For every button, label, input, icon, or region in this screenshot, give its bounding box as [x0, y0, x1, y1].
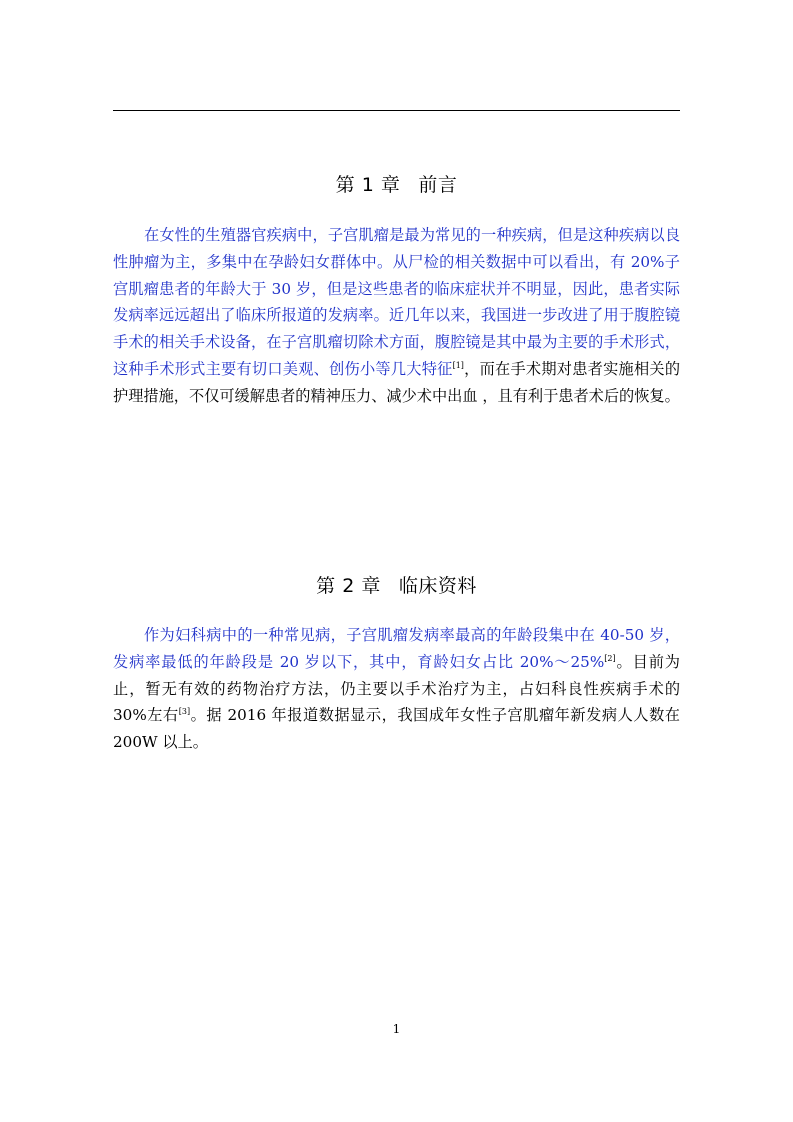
chapter-1-text-main: 在女性的生殖器官疾病中，子宫肌瘤是最为常见的一种疾病，但是这种疾病以良性肿瘤为主，多集中在孕龄妇女群体中。从尸检的相关数据中可以看出，有 20%子宫肌瘤患者的年龄大于 30 岁，但是这些患者的临床症状并不明显，因此，患者实际发病率远远超出了临床所报道的发病率。近几年以来，我国进一步改进了用于腹腔镜手术的相关手术设备，在子宫肌瘤切除术方面，腹腔镜是其中最为主要的手术形式，这种手术形式主要有切口美观、创伤小等几大特征 — [113, 226, 680, 378]
chapter-2-text-end: 。据 2016 年报道数据显示，我国成年女性子宫肌瘤年新发病人人数在 200W 以上。 — [113, 706, 680, 752]
citation-1: [1] — [452, 360, 464, 370]
chapter-2-text-main: 作为妇科病中的一种常见病，子宫肌瘤发病率最高的年龄段集中在 40-50 岁，发病率最低的年龄段是 20 岁以下，其中，育龄妇女占比 20%～25% — [113, 626, 680, 671]
chapter-2-title: 临床资料 — [398, 575, 477, 597]
citation-2: [2] — [604, 653, 616, 663]
chapter-1-title: 前言 — [418, 174, 458, 196]
chapter-2-text-middle: 。目前为止，暂无有效的药物治疗方法，仍主要以手术治疗为主，占妇科良性疾病手术的 30%左右 — [113, 652, 680, 725]
chapter-1-paragraph — [113, 222, 680, 410]
chapter-1-text-end: ，而在手术期对患者实施相关的护理措施，不仅可缓解患者的精神压力、减少术中出血 ，且有利于患者术后的恢复。 — [113, 359, 681, 405]
chapter-1-number: 第 1 章 — [335, 174, 401, 196]
chapter-2-number: 第 2 章 — [316, 575, 381, 597]
chapter-1-heading — [113, 170, 680, 197]
chapter-2-paragraph — [113, 622, 680, 756]
page-number: 1 — [392, 1022, 401, 1036]
citation-3: [3] — [178, 707, 191, 717]
header-rule — [113, 110, 680, 111]
chapter-2-heading — [113, 571, 680, 598]
